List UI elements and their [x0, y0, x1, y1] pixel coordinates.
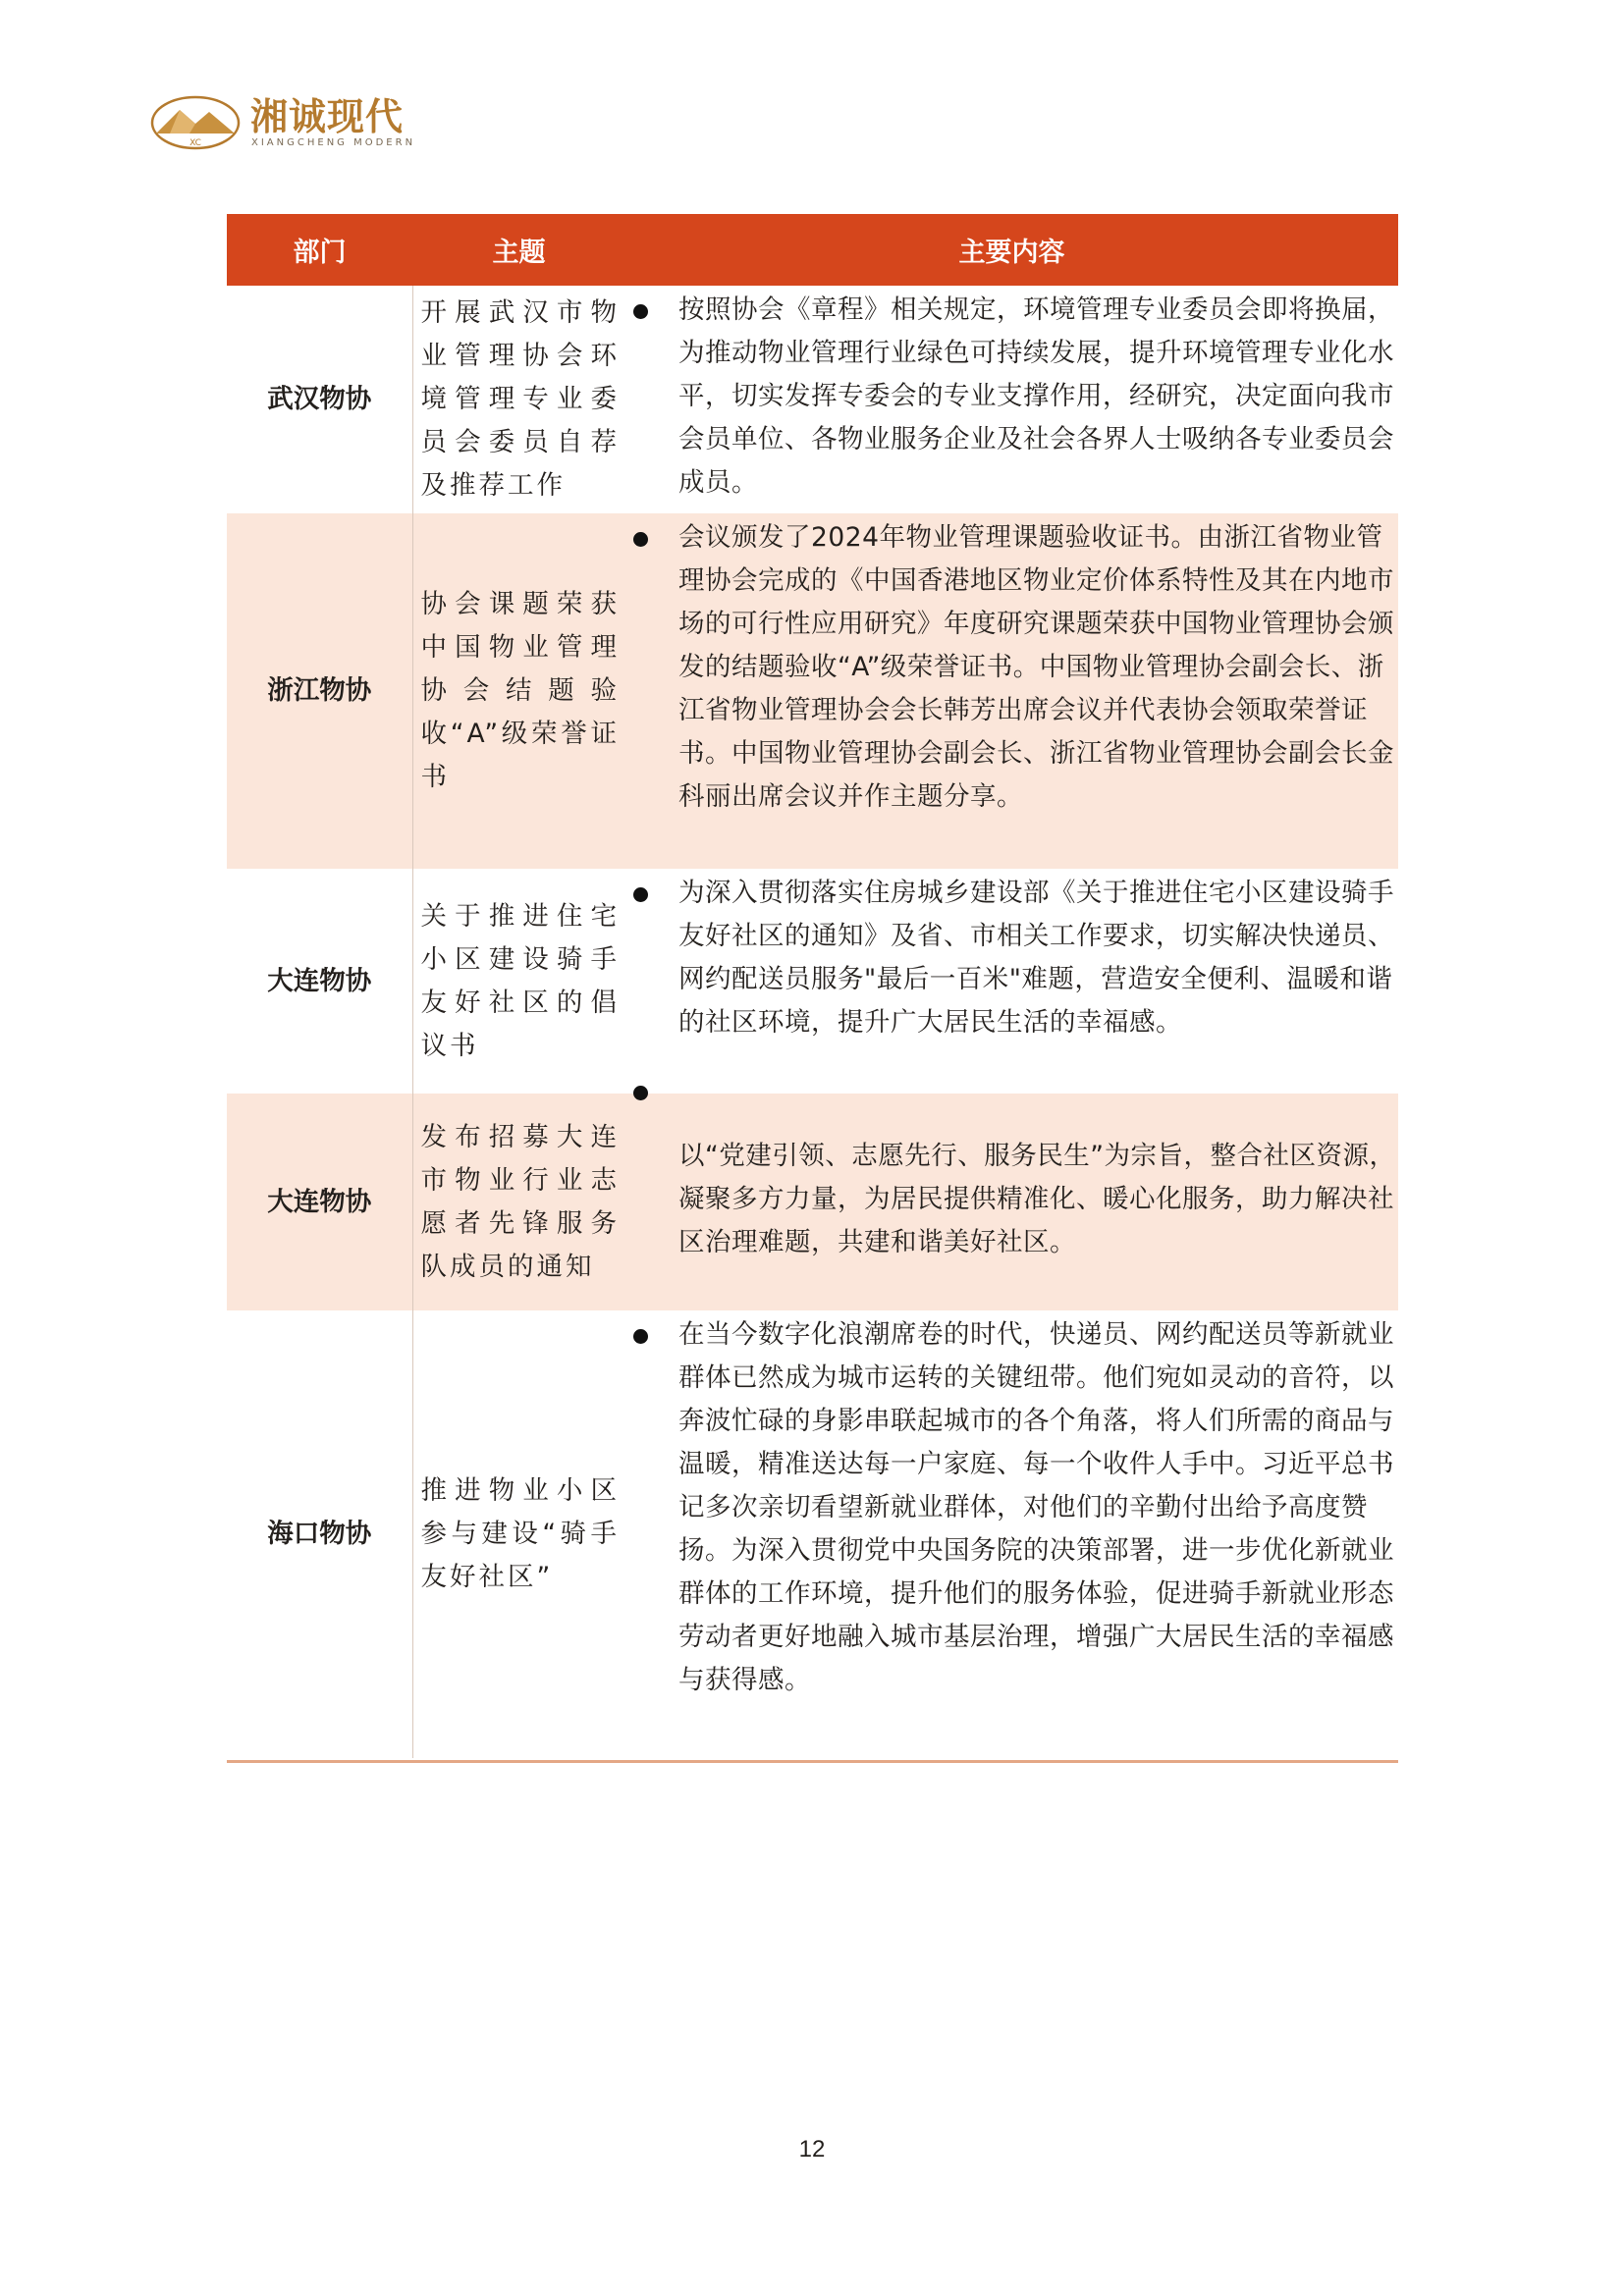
bullet-icon: [633, 1086, 648, 1100]
table-bottom-rule: [227, 1760, 1398, 1763]
dept-cell: 大连物协: [227, 869, 412, 1094]
table-row: [227, 1310, 1398, 1758]
column-header-content: 主要内容: [625, 214, 1398, 286]
content-cell: 以“党建引领、志愿先行、服务民生”为宗旨，整合社区资源，凝聚多方力量，为居民提供精准化、暖心化服务，助力解决社区治理难题，共建和谐美好社区。: [669, 1094, 1398, 1310]
column-header-topic: 主题: [412, 214, 625, 286]
dept-cell: 浙江物协: [227, 513, 412, 869]
logo-name: 湘诚现代: [250, 95, 405, 138]
logo-initials: XC: [189, 138, 201, 148]
topic-text: 发布招募大连市物业行业志愿者先锋服务队成员的通知: [420, 1121, 620, 1282]
content-cell: 为深入贯彻落实住房城乡建设部《关于推进住宅小区建设骑手友好社区的通知》及省、市相关工作要求，切实解决快递员、网约配送员服务"最后一百米"难题，营造安全便利、温暖和谐的社区环境，提升广大居民生活的幸福感。: [669, 869, 1398, 1094]
topic-text: 开展武汉市物业管理协会环境管理专业委员会委员自荐及推荐工作: [420, 297, 620, 501]
column-header-dept: 部门: [227, 214, 412, 286]
table-row: [227, 1094, 1398, 1310]
topic-cell: [412, 286, 625, 513]
topic-text: 推进物业小区参与建设“骑手友好社区”: [420, 1475, 620, 1592]
bullet-cell: [625, 286, 669, 513]
table-row: [227, 286, 1398, 513]
topic-cell: [412, 1310, 625, 1758]
topic-cell: [412, 869, 625, 1094]
company-logo: [150, 94, 445, 153]
bullet-icon: [633, 887, 648, 902]
page-number: 12: [798, 2136, 826, 2163]
news-table: [227, 214, 1398, 1758]
table-row: [227, 869, 1398, 1094]
topic-text: 关于推进住宅小区建设骑手友好社区的倡议书: [420, 900, 620, 1061]
dept-cell: 海口物协: [227, 1310, 412, 1758]
table-header-row: [227, 214, 1398, 286]
bullet-cell: [625, 1094, 669, 1310]
content-cell: 按照协会《章程》相关规定，环境管理专业委员会即将换届，为推动物业管理行业绿色可持续发展，提升环境管理专业化水平，切实发挥专委会的专业支撑作用，经研究，决定面向我市会员单位、各物业服务企业及社会各界人士吸纳各专业委员会成员。: [669, 286, 1398, 513]
bullet-cell: [625, 1310, 669, 1758]
bullet-cell: [625, 869, 669, 1094]
bullet-icon: [633, 1329, 648, 1344]
table-row: [227, 513, 1398, 869]
dept-cell: 大连物协: [227, 1094, 412, 1310]
bullet-icon: [633, 304, 648, 319]
logo-mountain-icon: [150, 94, 241, 151]
topic-cell: [412, 513, 625, 869]
content-cell: 会议颁发了2024年物业管理课题验收证书。由浙江省物业管理协会完成的《中国香港地区物业定价体系特性及其在内地市场的可行性应用研究》年度研究课题荣获中国物业管理协会颁发的结题验收“A”级荣誉证书。中国物业管理协会副会长、浙江省物业管理协会会长韩芳出席会议并代表协会领取荣誉证书。中国物业管理协会副会长、浙江省物业管理协会副会长金科丽出席会议并作主题分享。: [669, 513, 1398, 869]
content-cell: 在当今数字化浪潮席卷的时代，快递员、网约配送员等新就业群体已然成为城市运转的关键纽带。他们宛如灵动的音符，以奔波忙碌的身影串联起城市的各个角落，将人们所需的商品与温暖，精准送达每一户家庭、每一个收件人手中。习近平总书记多次亲切看望新就业群体，对他们的辛勤付出给予高度赞扬。为深入贯彻党中央国务院的决策部署，进一步优化新就业群体的工作环境，提升他们的服务体验，促进骑手新就业形态劳动者更好地融入城市基层治理，增强广大居民生活的幸福感与获得感。: [669, 1310, 1398, 1758]
dept-cell: 武汉物协: [227, 286, 412, 513]
topic-cell: [412, 1094, 625, 1310]
logo-subtitle: XIANGCHENG MODERN: [251, 137, 416, 148]
bullet-icon: [633, 532, 648, 547]
bullet-cell: [625, 513, 669, 869]
topic-text: 协会课题荣获中国物业管理协会结题验收“A”级荣誉证书: [420, 589, 620, 792]
